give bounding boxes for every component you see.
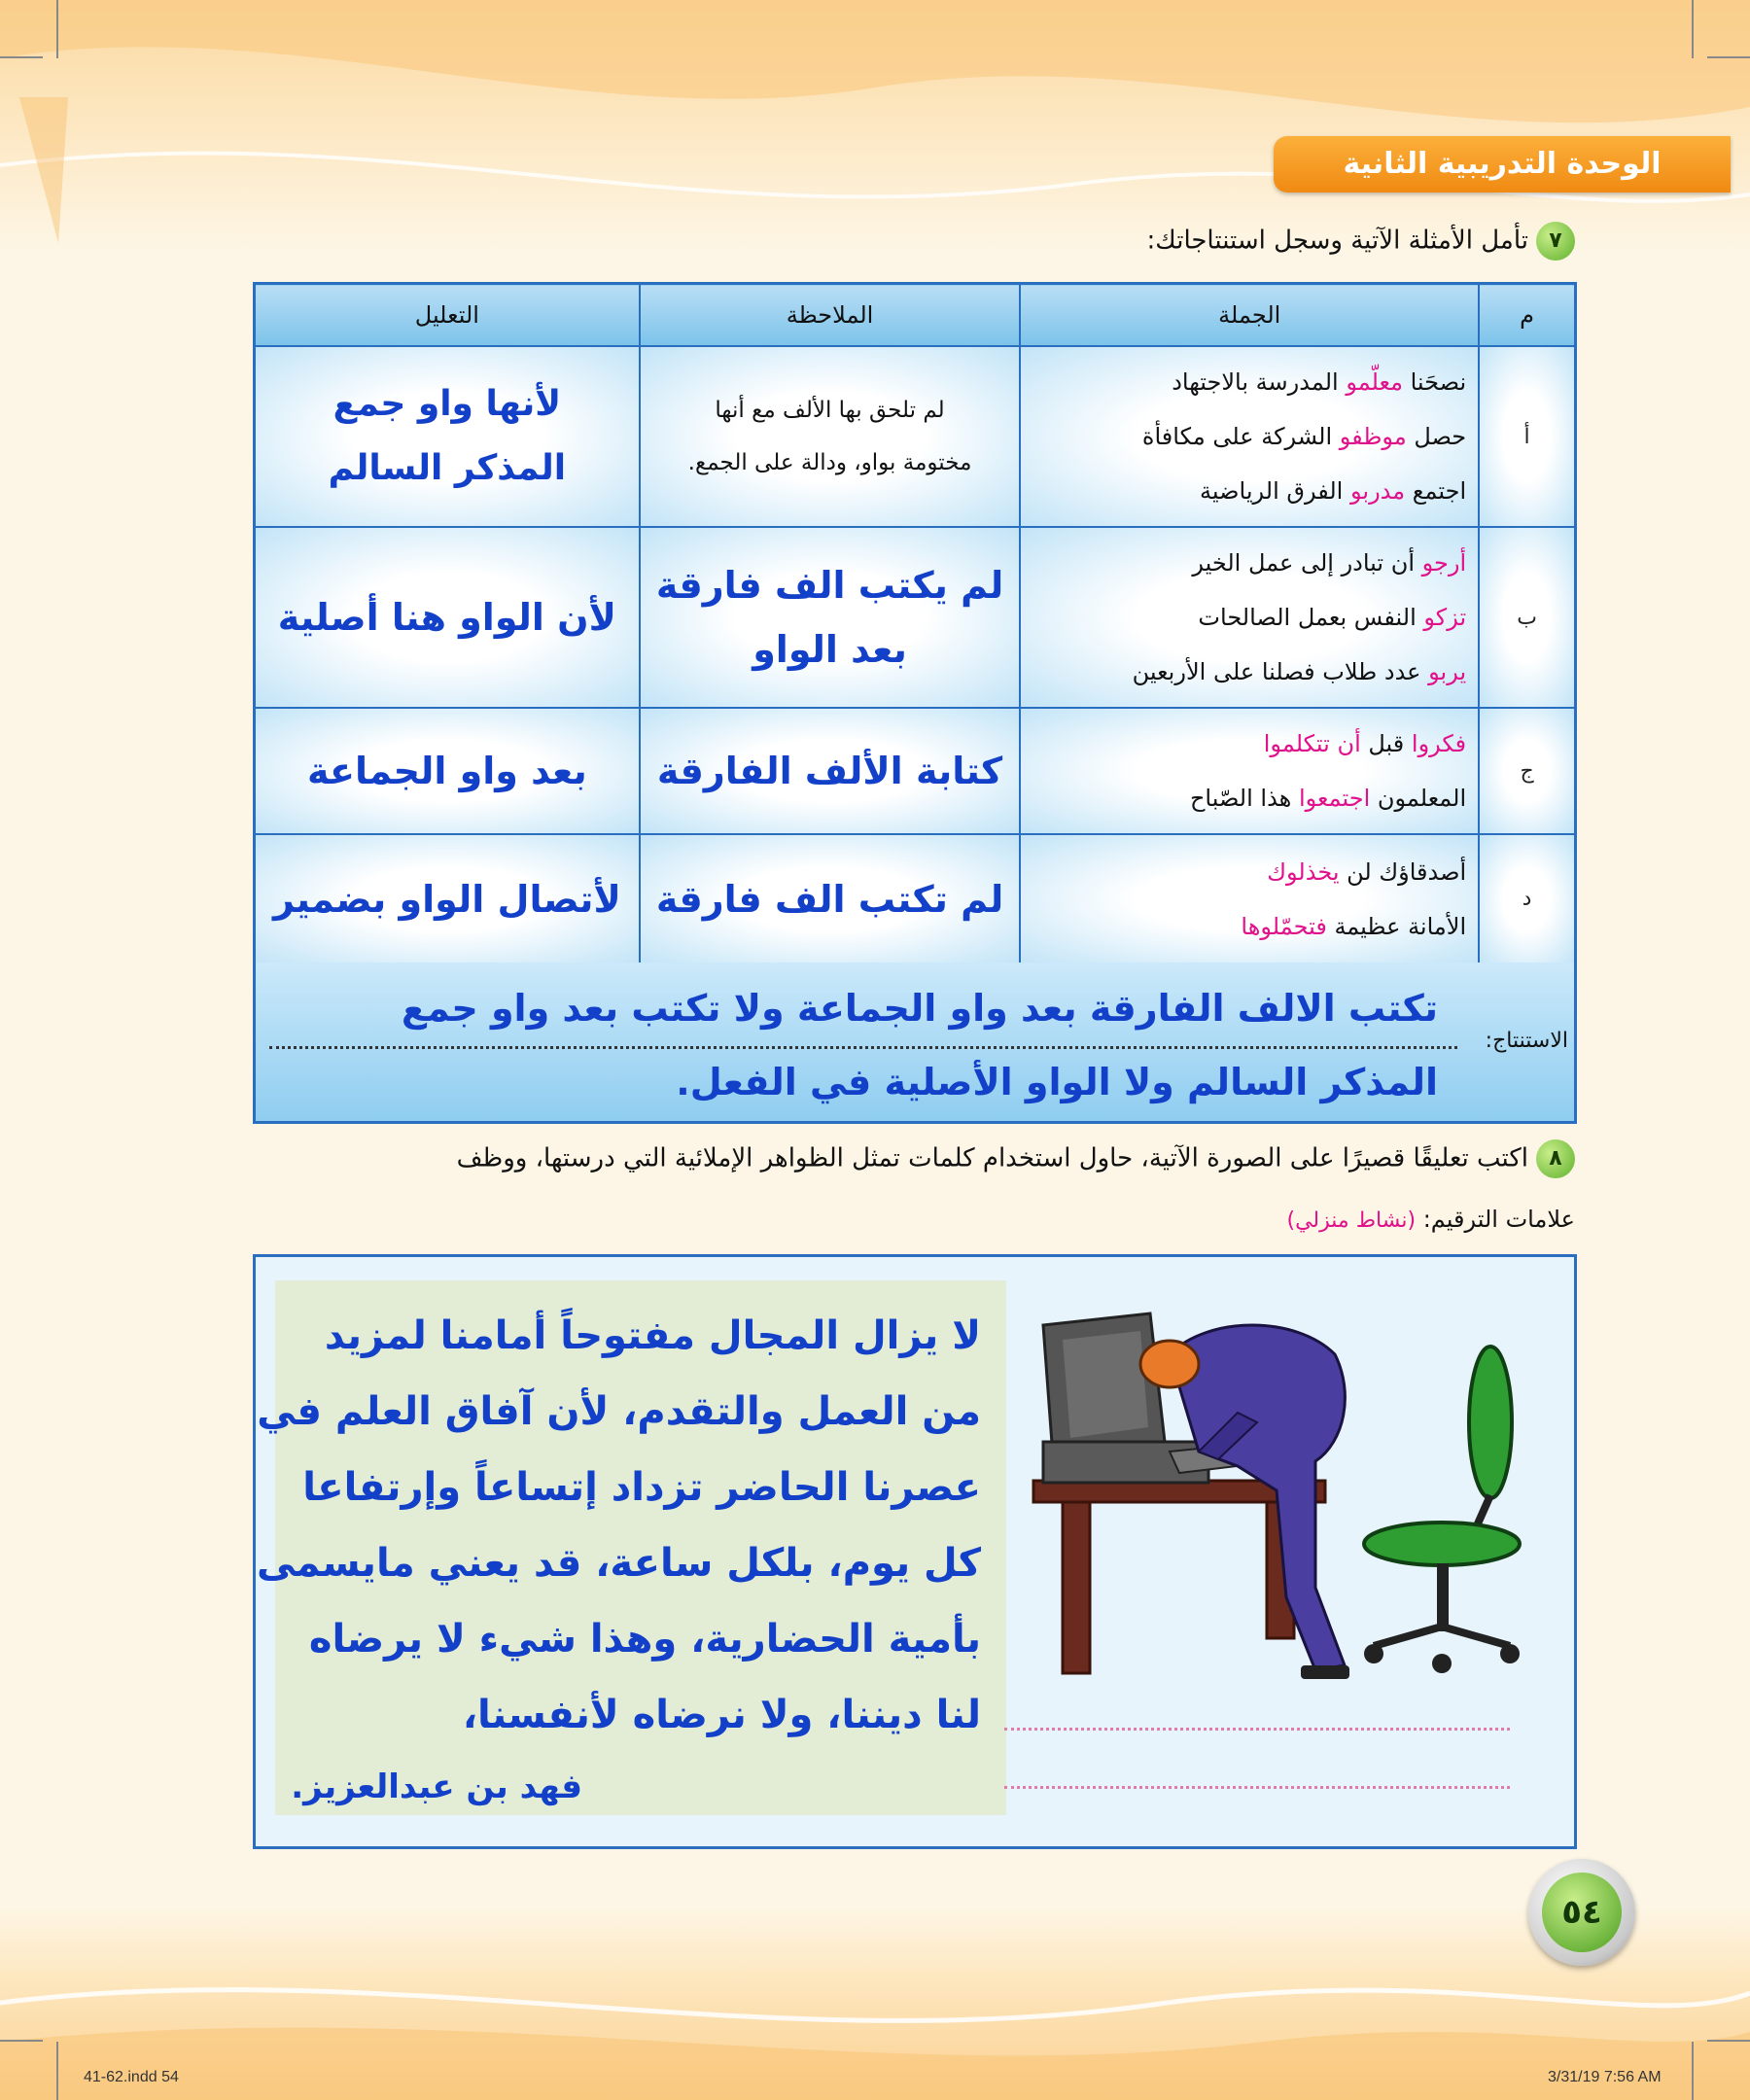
computer-user-illustration bbox=[1024, 1296, 1549, 1695]
handwritten-answer: لأتصال الواو بضمير bbox=[272, 877, 621, 921]
note-cell bbox=[640, 834, 1021, 964]
crop-mark bbox=[1692, 0, 1694, 58]
example-sentence: تزكو النفس بعمل الصالحات bbox=[1198, 604, 1467, 631]
punctuation-label: علامات الترقيم: bbox=[1422, 1206, 1575, 1233]
crop-mark bbox=[0, 56, 43, 58]
handwritten-answer: لم تكتب الف فارقة bbox=[655, 877, 1004, 921]
crop-mark bbox=[1707, 2040, 1750, 2042]
home-activity-note: (نشاط منزلي) bbox=[1286, 1208, 1417, 1233]
passage-line: لنا ديننا، ولا نرضاه لأنفسنا، bbox=[462, 1693, 981, 1737]
table-header-row bbox=[255, 284, 1576, 347]
col-header-m: م bbox=[1479, 284, 1575, 347]
exercise-number-badge: ٨ bbox=[1536, 1139, 1575, 1178]
exercise-8-instruction bbox=[457, 1139, 1575, 1178]
exercise-7-instruction bbox=[1147, 222, 1575, 261]
table-row bbox=[255, 527, 1576, 708]
passage-line: عصرنا الحاضر تزداد إتساعاً وإرتفاعا bbox=[302, 1465, 981, 1510]
col-header-reason: التعليل bbox=[255, 284, 640, 347]
handwritten-answer: لأنها واو جمع bbox=[332, 384, 562, 424]
row-label: ب bbox=[1479, 527, 1575, 708]
row-label: أ bbox=[1479, 346, 1575, 527]
crop-mark bbox=[1707, 56, 1750, 58]
crop-mark bbox=[56, 0, 58, 58]
sentences-cell bbox=[1020, 346, 1479, 527]
reason-cell bbox=[255, 527, 640, 708]
note-cell bbox=[640, 708, 1021, 834]
conclusion-box bbox=[253, 962, 1577, 1124]
handwritten-answer: لم يكتب الف فارقة bbox=[655, 564, 1004, 607]
note-text: لم تلحق بها الألف مع أنها bbox=[715, 398, 945, 423]
page-number: ٥٤ bbox=[1542, 1872, 1622, 1952]
crop-mark bbox=[56, 2042, 58, 2100]
example-sentence: يربو عدد طلاب فصلنا على الأربعين bbox=[1132, 658, 1467, 685]
example-sentence: فكروا قبل أن تتكلموا bbox=[1263, 730, 1467, 757]
handwritten-passage bbox=[256, 1280, 1006, 1815]
reason-cell bbox=[255, 708, 640, 834]
punctuation-line bbox=[1287, 1206, 1575, 1233]
sentences-cell bbox=[1020, 834, 1479, 964]
passage-line: بأمية الحضارية، وهذا شيء لا يرضاه bbox=[308, 1617, 981, 1662]
answer-dotted-line bbox=[1004, 1728, 1510, 1731]
answer-dotted-line bbox=[1004, 1786, 1510, 1789]
passage-line: من العمل والتقدم، لأن آفاق العلم في bbox=[257, 1389, 981, 1434]
table-row bbox=[255, 834, 1576, 964]
col-header-sentence: الجملة bbox=[1020, 284, 1479, 347]
row-label: د bbox=[1479, 834, 1575, 964]
table-row bbox=[255, 346, 1576, 527]
file-slug: 41-62.indd 54 bbox=[84, 2069, 179, 2085]
passage-author: فهد بن عبدالعزيز. bbox=[291, 1768, 582, 1806]
row-label: ج bbox=[1479, 708, 1575, 834]
footer-wave-decoration bbox=[0, 1935, 1750, 2100]
note-text: مختومة بواو، ودالة على الجمع. bbox=[687, 450, 972, 475]
example-sentence: حصل موظفو الشركة على مكافأة bbox=[1141, 423, 1467, 450]
example-sentence: الأمانة عظيمة فتحمّلوها bbox=[1241, 912, 1467, 940]
sentences-cell bbox=[1020, 708, 1479, 834]
example-sentence: أرجو أن تبادر إلى عمل الخير bbox=[1192, 549, 1467, 577]
handwritten-answer: كتابة الألف الفارقة bbox=[656, 750, 1003, 792]
note-cell bbox=[640, 346, 1021, 527]
example-sentence: نصحَنا معلّمو المدرسة بالاجتهاد bbox=[1172, 368, 1467, 396]
conclusion-answer-line-1: تكتب الالف الفارقة بعد واو الجماعة ولا تكتب بعد واو جمع bbox=[401, 987, 1438, 1030]
conclusion-label: الاستنتاج: bbox=[1485, 1029, 1568, 1053]
reason-cell bbox=[255, 346, 640, 527]
handwritten-answer: لأن الواو هنا أصلية bbox=[277, 596, 616, 639]
comment-box bbox=[253, 1254, 1577, 1849]
conclusion-dotted-line bbox=[269, 1046, 1457, 1049]
passage-line: لا يزال المجال مفتوحاً أمامنا لمزيد bbox=[324, 1313, 981, 1358]
handwritten-answer: بعد واو الجماعة bbox=[306, 750, 587, 792]
note-cell bbox=[640, 527, 1021, 708]
exercise-7-text: تأمل الأمثلة الآتية وسجل استنتاجاتك: bbox=[1146, 226, 1528, 256]
example-sentence: أصدقاؤك لن يخذلوك bbox=[1267, 858, 1467, 886]
conclusion-answer-line-2: المذكر السالم ولا الواو الأصلية في الفعل. bbox=[676, 1061, 1438, 1103]
table-row bbox=[255, 708, 1576, 834]
unit-title-banner: الوحدة التدريبية الثانية bbox=[1274, 136, 1731, 192]
sentences-cell bbox=[1020, 527, 1479, 708]
examples-table bbox=[253, 282, 1577, 966]
col-header-note: الملاحظة bbox=[640, 284, 1021, 347]
example-sentence: المعلمون اجتمعوا هذا الصّباح bbox=[1189, 785, 1467, 812]
exercise-8-text: اكتب تعليقًا قصيرًا على الصورة الآتية، حاول استخدام كلمات تمثل الظواهر الإملائية التي درستها، ووظف bbox=[456, 1143, 1528, 1173]
passage-line: كل يوم، بلكل ساعة، قد يعني مايسمى bbox=[256, 1541, 981, 1586]
exercise-number-badge: ٧ bbox=[1536, 222, 1575, 261]
handwritten-answer: بعد الواو bbox=[752, 628, 907, 671]
handwritten-answer: المذكر السالم bbox=[328, 448, 567, 488]
date-slug: 3/31/19 7:56 AM bbox=[1548, 2069, 1662, 2085]
reason-cell bbox=[255, 834, 640, 964]
example-sentence: اجتمع مدربو الفرق الرياضية bbox=[1200, 477, 1467, 505]
crop-mark bbox=[0, 2040, 43, 2042]
page-number-badge bbox=[1528, 1859, 1635, 1966]
crop-mark bbox=[1692, 2042, 1694, 2100]
